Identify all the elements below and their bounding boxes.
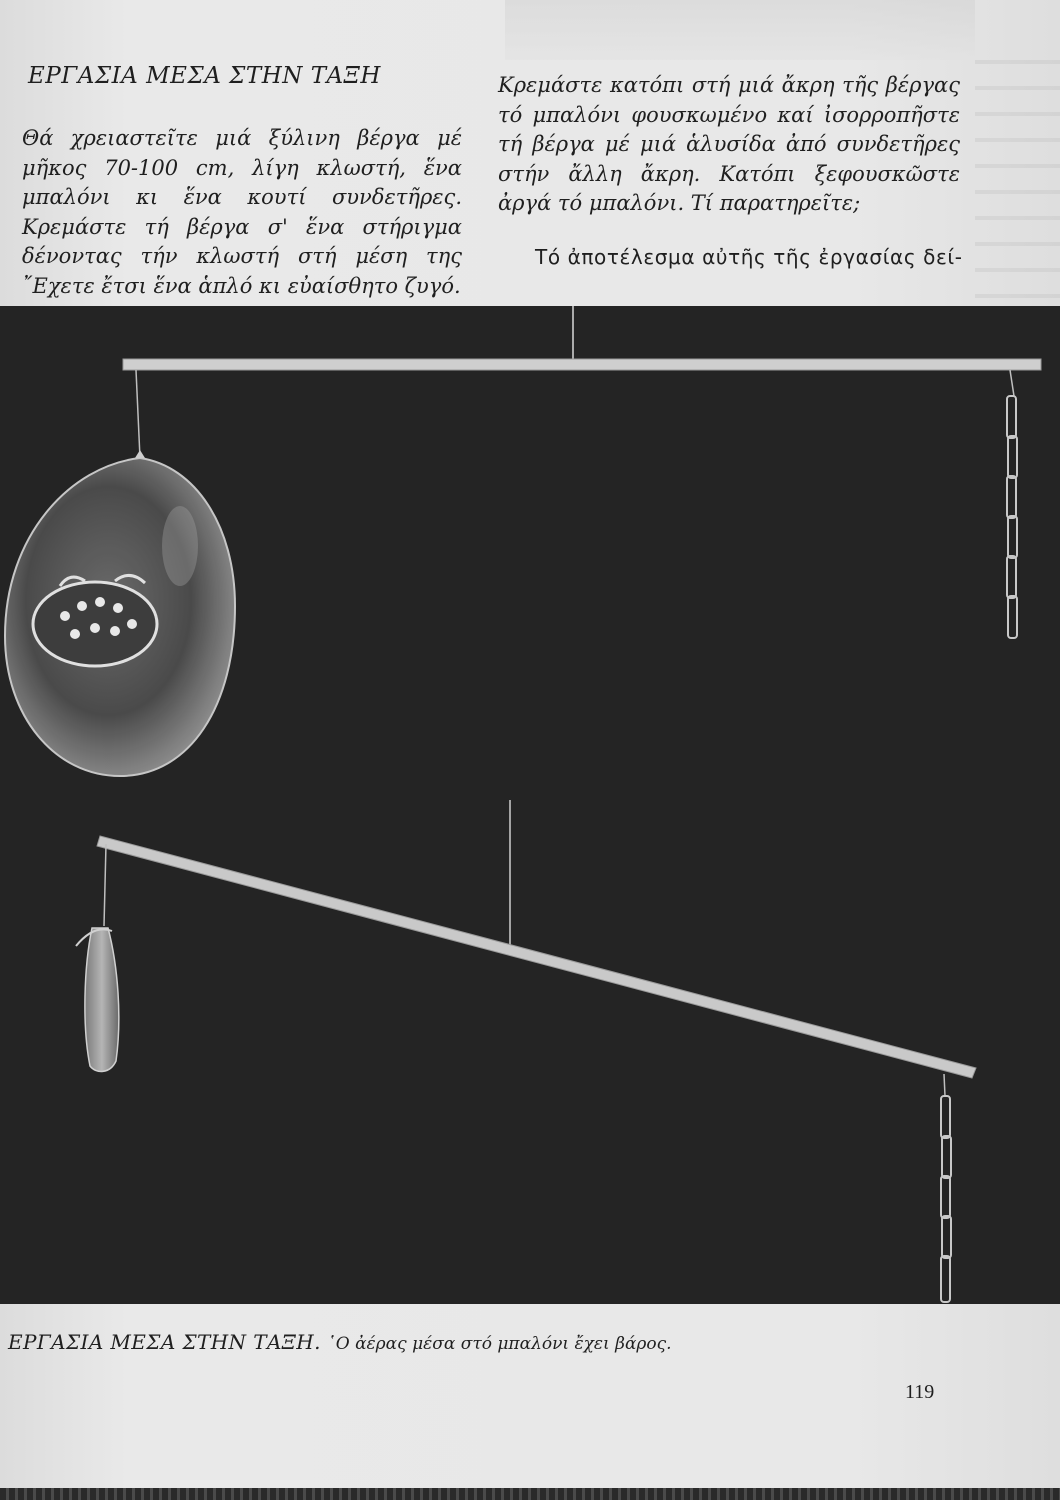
top-wooden-rod bbox=[123, 359, 1041, 370]
experiment-photo bbox=[0, 306, 1060, 1304]
caption-text: ῾Ο ἀέρας μέσα στό μπαλόνι ἔχει βάρος. bbox=[327, 1334, 672, 1354]
scan-bottom-edge bbox=[0, 1488, 1060, 1500]
page-number: 119 bbox=[905, 1381, 935, 1403]
show-through-shadow bbox=[505, 0, 975, 60]
right-column bbox=[498, 71, 960, 219]
top-paperclip-chain bbox=[1007, 370, 1017, 638]
left-paragraph: Θά χρειαστεῖτε μιά ξύλινη βέργα μέ μῆκος 70-100 cm, λίγη κλωστή, ἕνα μπαλόνι κι ἕνα κουτί συνδετῆρες. Κρεμάστε τή βέργα σ' ἕνα στήριγμα δένοντας τήν κλωστή στή μέση της ῎Εχετε ἔτσι ἕνα ἁπλό κι εὐαίσθητο ζυγό. bbox=[22, 126, 462, 298]
bottom-paperclip-chain bbox=[941, 1074, 951, 1302]
top-balloon-thread bbox=[136, 370, 140, 458]
bottom-wooden-rod bbox=[97, 836, 976, 1078]
left-column bbox=[22, 124, 462, 301]
deflated-balloon bbox=[76, 928, 119, 1071]
photo-illustration bbox=[0, 306, 1060, 1304]
photo-caption bbox=[8, 1330, 672, 1354]
continuation-text: Τό ἀποτέλεσμα αὐτῆς τῆς ἐργασίας δεί- bbox=[535, 245, 963, 269]
top-balance-scene bbox=[5, 306, 1041, 776]
section-heading: ΕΡΓΑΣΙΑ ΜΕΣΑ ΣΤΗΝ ΤΑΞΗ bbox=[28, 63, 381, 89]
right-paragraph: Κρεμάστε κατόπι στή μιά ἄκρη τῆς βέργας τό μπαλόνι φουσκωμένο καί ἰσορροπῆστε τή βέργα μέ μιά ἁλυσίδα ἀπό συνδετῆρες στήν ἄλλη ἄκρη. Κατόπι ξεφουσκῶστε ἀργά τό μπαλόνι. Τί παρατηρεῖτε; bbox=[498, 73, 960, 215]
inflated-balloon bbox=[5, 450, 235, 776]
bottom-balance-scene bbox=[76, 800, 976, 1302]
show-through-lines bbox=[975, 60, 1060, 310]
bottom-balloon-thread bbox=[104, 844, 106, 926]
caption-title: ΕΡΓΑΣΙΑ ΜΕΣΑ ΣΤΗΝ ΤΑΞΗ. bbox=[8, 1330, 321, 1354]
